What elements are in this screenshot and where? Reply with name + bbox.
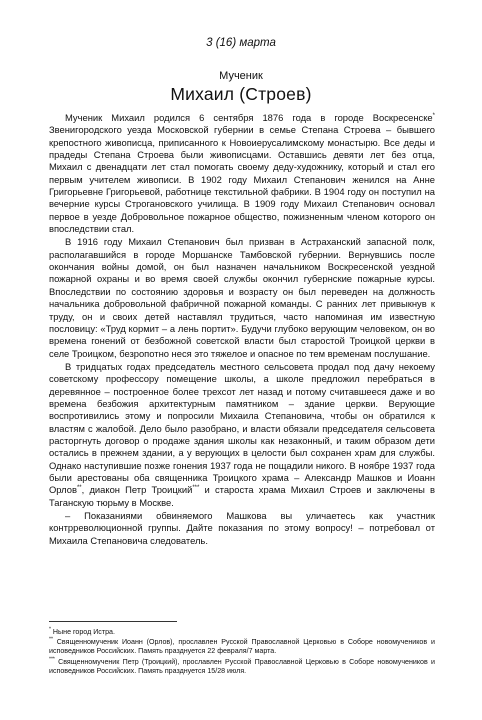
footnote-1 (49, 628, 435, 637)
paragraph-3-text-b: , диакон Петр Троицкий (81, 484, 193, 496)
footnote-ref-1: * (432, 112, 435, 119)
footnote-2-mark: ** (49, 636, 53, 643)
feast-date: 3 (16) марта (206, 37, 276, 49)
paragraph-3-text-c: и староста храма Михаил Строев и заключены в Таганскую тюрьму в Москве. (49, 484, 435, 508)
footnote-ref-3: *** (192, 485, 200, 492)
paragraph-1-text-b: Звенигородского уезда Московской губернии в семье Степана Строева – бывшего крепостного живописца, приписанного к Новоиерусалимскому монастырю. Все деды и прадеды Степана Строева были живописцами. Оставшись девяти лет без отца, Михаил с двенадцати лет стал помогать своему деду-художнику, который и стал его первым учителем живописи. В 1902 году Михаил Степанович женился на Анне Григорьевне Григорьевой, работнице текстильной фабрики. В 1904 году он поступил на вечерние курсы Строгановского училища. В 1909 году Михаил Степанович основал первое в уезде Добровольное пожарное общество, пожизненным членом которого он впоследствии стал. (49, 124, 435, 235)
paragraph-3-text-a: В тридцатых годах председатель местного сельсовета продал под дачу некоему советскому профессору помещение школы, а школе предложил перебраться в деревянное – построенное более трехсот лет назад и потому считавшееся даже и во времена безбожия архитектурным памятником – здание церкви. Верующие воспротивились этому и попросили Михаила Степановича, чтобы он обратился к властям с жалобой. Дело было разобрано, и власти обязали председателя сельсовета расторгнуть договор о продаже здания школы как незаконный, и таким образом дети остались в прежнем здании, а у верующих в целости был сохранен храм для службы. Однако наступившие позже гонения 1937 года не пощадили никого. В ноябре 1937 года были арестованы оба священника Троицкого храма – Александр Машков и Иоанн Орлов (49, 360, 435, 496)
footnotes (49, 628, 435, 677)
footnote-divider (49, 621, 177, 622)
paragraph-3 (49, 361, 435, 509)
footnote-2 (49, 638, 435, 656)
paragraph-4: – Показаниями обвиняемого Машкова вы уличаетесь как участник контрреволюционной группы. Дайте показания по этому вопросу! – потребовал от Михаила Степановича следователь. (49, 510, 435, 546)
paragraph-2: В 1916 году Михаил Степанович был призван в Астраханский запасной полк, располагавшийся в городе Моршанске Тамбовской губернии. Вернувшись после окончания войны домой, он был назначен начальником Воскресенской уездной пожарной охраны и во время своей службы окончил губернские пожарные курсы. Впоследствии по состоянию здоровья и возрасту он был переведен на должность начальника добровольной фабричной пожарной команды. С ранних лет привыкнув к труду, он и своих детей наставлял трудиться, часто напоминая им известную пословицу: «Труд кормит – а лень портит». Будучи глубоко верующим человеком, он во времена гонений от безбожной советской власти был старостой Троицкой церкви в селе Троицком, безропотно неся это тяжелое и опасное по тем временам послушание. (49, 236, 435, 359)
footnote-1-text: Ныне город Истра. (50, 628, 115, 636)
page-title: Михаил (Строев) (170, 84, 312, 104)
footnote-ref-2: ** (76, 485, 82, 492)
footnote-3 (49, 658, 435, 676)
paragraph-1-text-a: Мученик Михаил родился 6 сентября 1876 года в городе Воскресенске (65, 112, 433, 123)
footnote-3-mark: *** (49, 656, 55, 663)
main-text (49, 112, 435, 548)
saint-rank: Мученик (219, 70, 263, 82)
footnote-3-text: Священномученик Петр (Троицкий), прославлен Русской Православной Церковью в Соборе новомучеников и исповедников Российских. Память празднуется 15/28 июля. (49, 657, 435, 675)
footnote-2-text: Священномученик Иоанн (Орлов), прославлен Русской Православной Церковью в Соборе новомучеников и исповедников Российских. Память празднуется 22 февраля/7 марта. (49, 638, 435, 656)
paragraph-1 (49, 112, 435, 235)
footnote-1-mark: * (49, 626, 51, 633)
